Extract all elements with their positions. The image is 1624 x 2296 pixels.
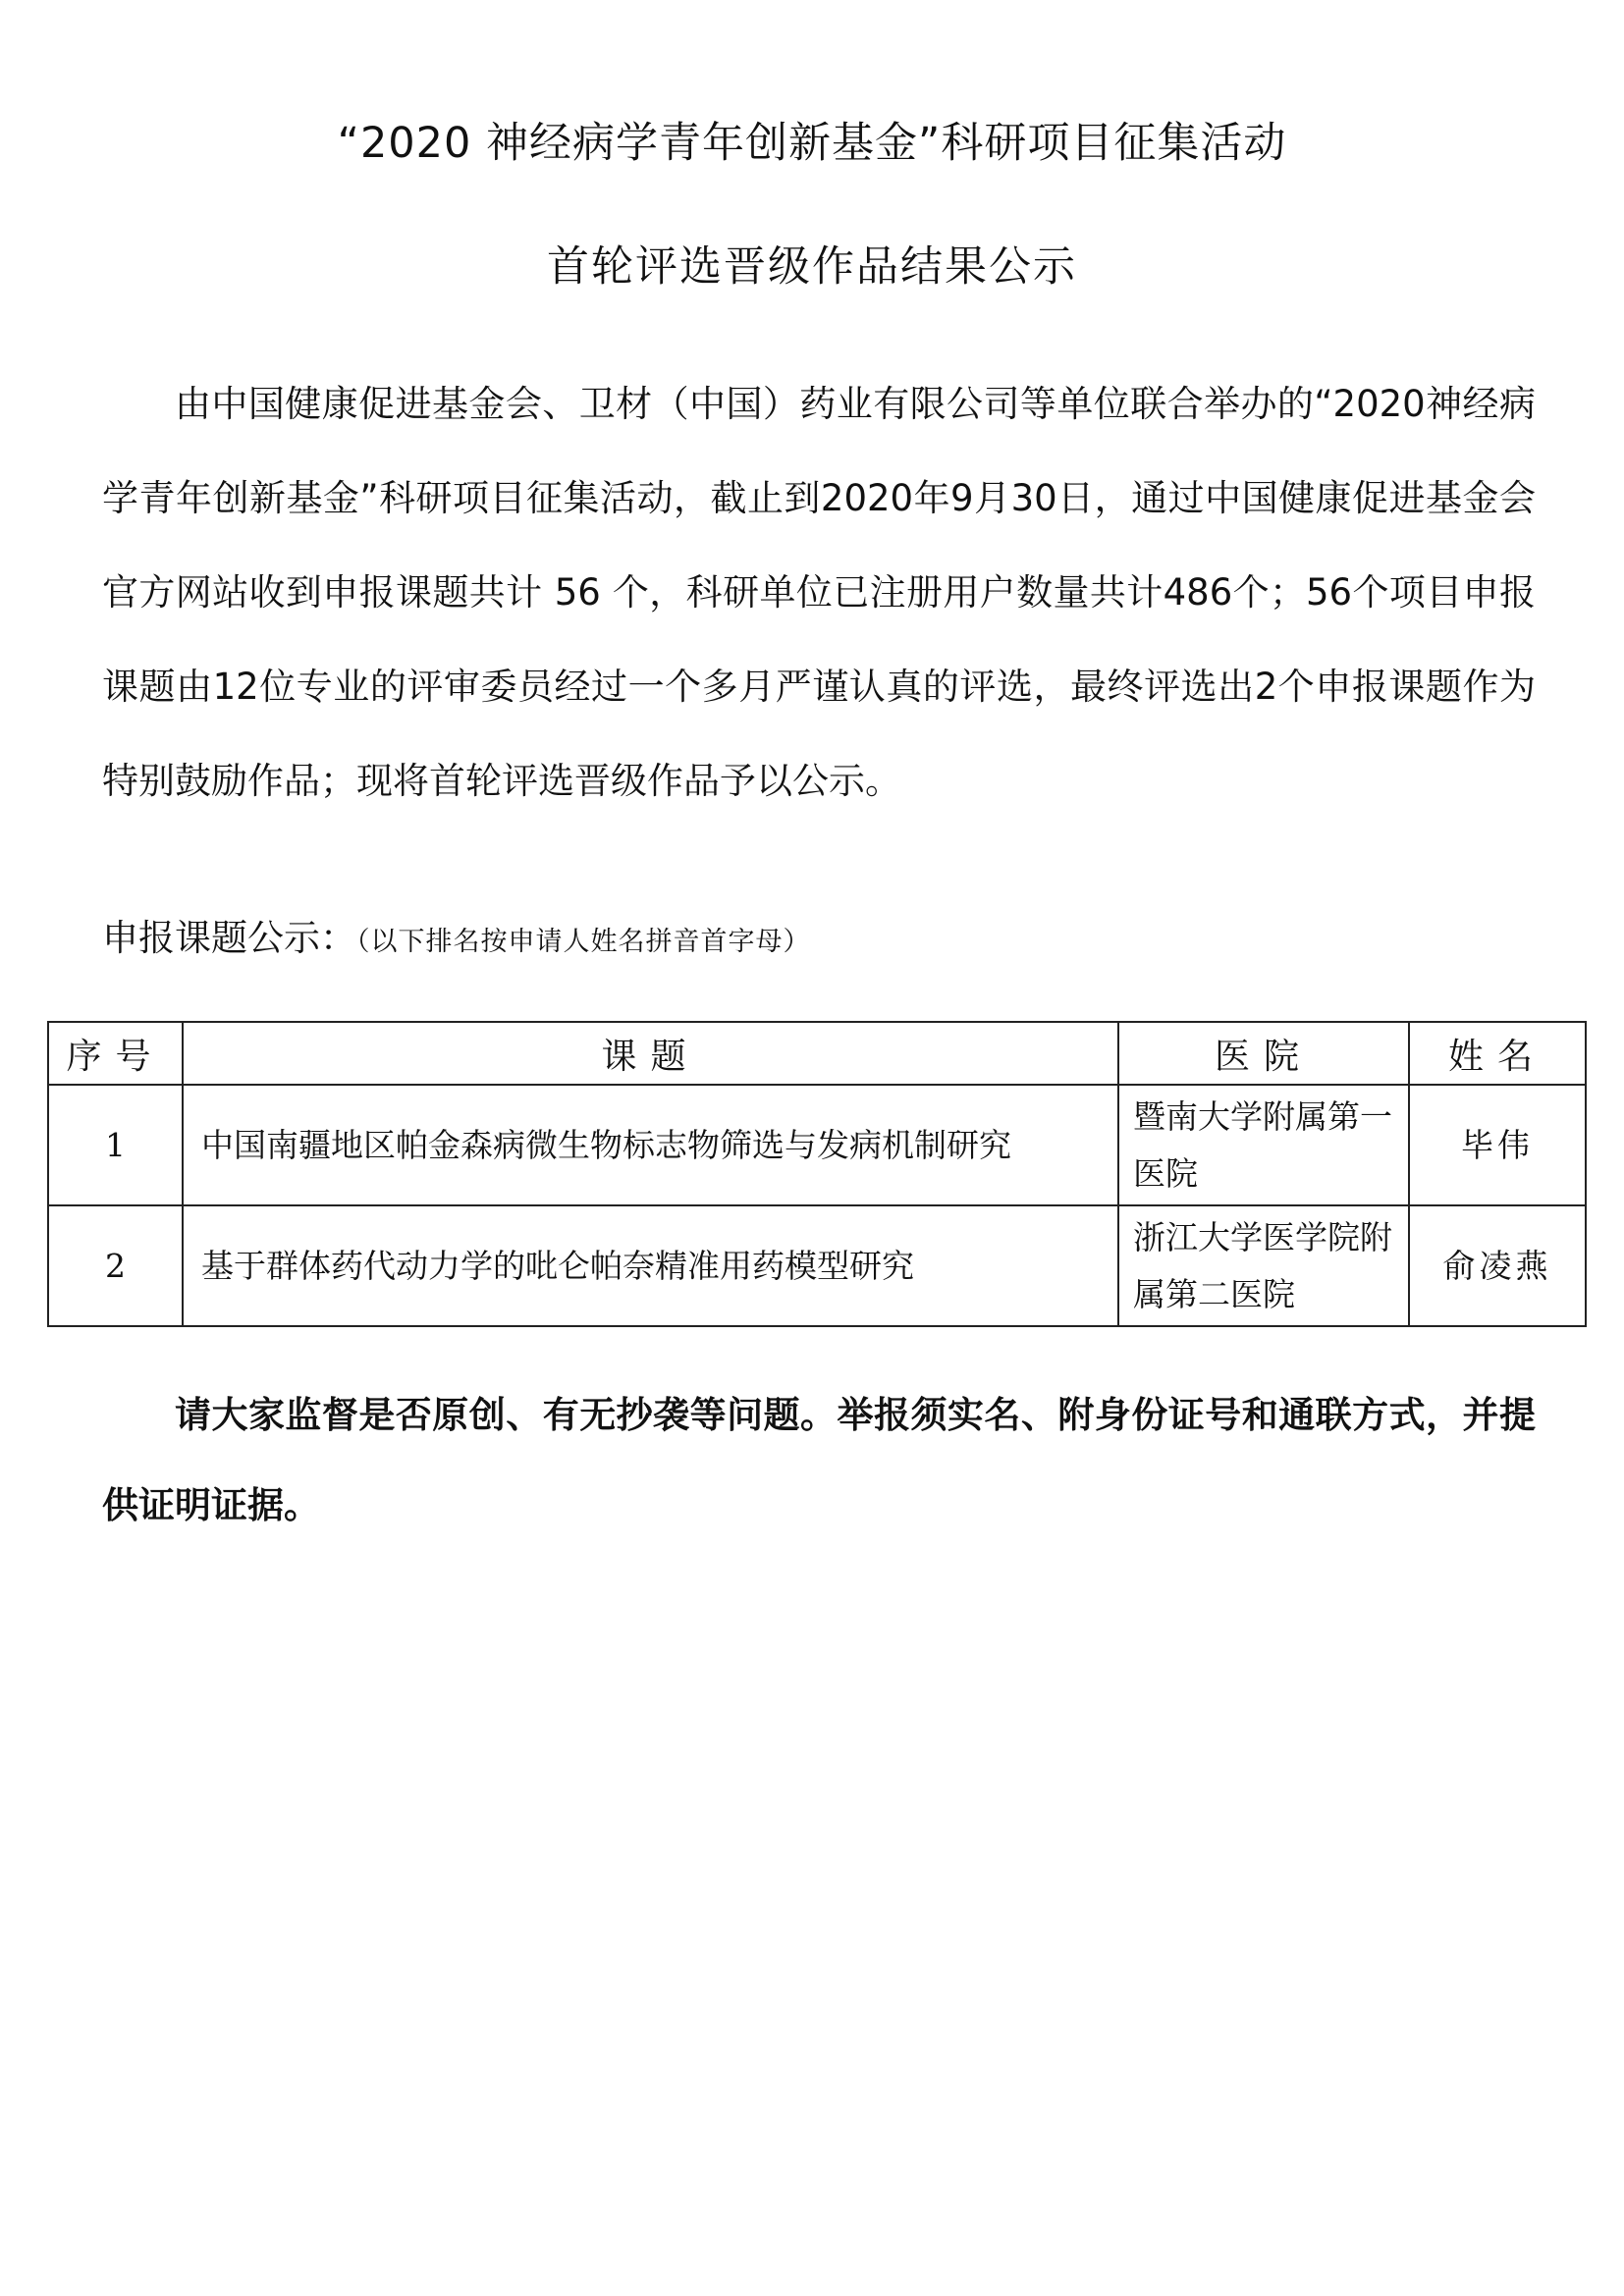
row-hospital: 暨南大学附属第一医院 bbox=[1118, 1085, 1409, 1205]
header-topic: 课题 bbox=[183, 1022, 1118, 1085]
table-header-row bbox=[48, 1022, 1586, 1085]
table-row bbox=[48, 1085, 1586, 1205]
table-row bbox=[48, 1205, 1586, 1326]
intro-paragraph: 由中国健康促进基金会、卫材（中国）药业有限公司等单位联合举办的“2020神经病学青年创新基金”科研项目征集活动，截止到2020年9月30日，通过中国健康促进基金会官方网站收到申报课题共计 56 个，科研单位已注册用户数量共计486个；56个项目申报课题由12位专业的评审委员经过一个多月严谨认真的评选，最终评选出2个申报课题作为特别鼓励作品；现将首轮评选晋级作品予以公示。 bbox=[102, 383, 1536, 802]
document-subtitle: 首轮评选晋级作品结果公示 bbox=[547, 242, 1077, 292]
row-name: 毕伟 bbox=[1409, 1085, 1586, 1205]
closing-paragraph: 请大家监督是否原创、有无抄袭等问题。举报须实名、附身份证号和通联方式，并提供证明证据。 bbox=[102, 1394, 1536, 1526]
section-heading bbox=[102, 908, 811, 961]
row-topic: 基于群体药代动力学的吡仑帕奈精准用药模型研究 bbox=[183, 1205, 1118, 1326]
header-hospital: 医院 bbox=[1118, 1022, 1409, 1085]
section-heading-label: 申报课题公示： bbox=[102, 917, 356, 959]
header-name: 姓名 bbox=[1409, 1022, 1586, 1085]
section-heading-note: （以下排名按申请人姓名拼音首字母） bbox=[356, 927, 811, 957]
row-name: 俞凌燕 bbox=[1409, 1205, 1586, 1326]
header-no: 序号 bbox=[48, 1022, 183, 1085]
projects-table bbox=[47, 1021, 1587, 1327]
row-no: 2 bbox=[48, 1205, 183, 1326]
document-title: “2020 神经病学青年创新基金”科研项目征集活动 bbox=[337, 119, 1287, 168]
row-no: 1 bbox=[48, 1085, 183, 1205]
row-hospital: 浙江大学医学院附属第二医院 bbox=[1118, 1205, 1409, 1326]
row-topic: 中国南疆地区帕金森病微生物标志物筛选与发病机制研究 bbox=[183, 1085, 1118, 1205]
